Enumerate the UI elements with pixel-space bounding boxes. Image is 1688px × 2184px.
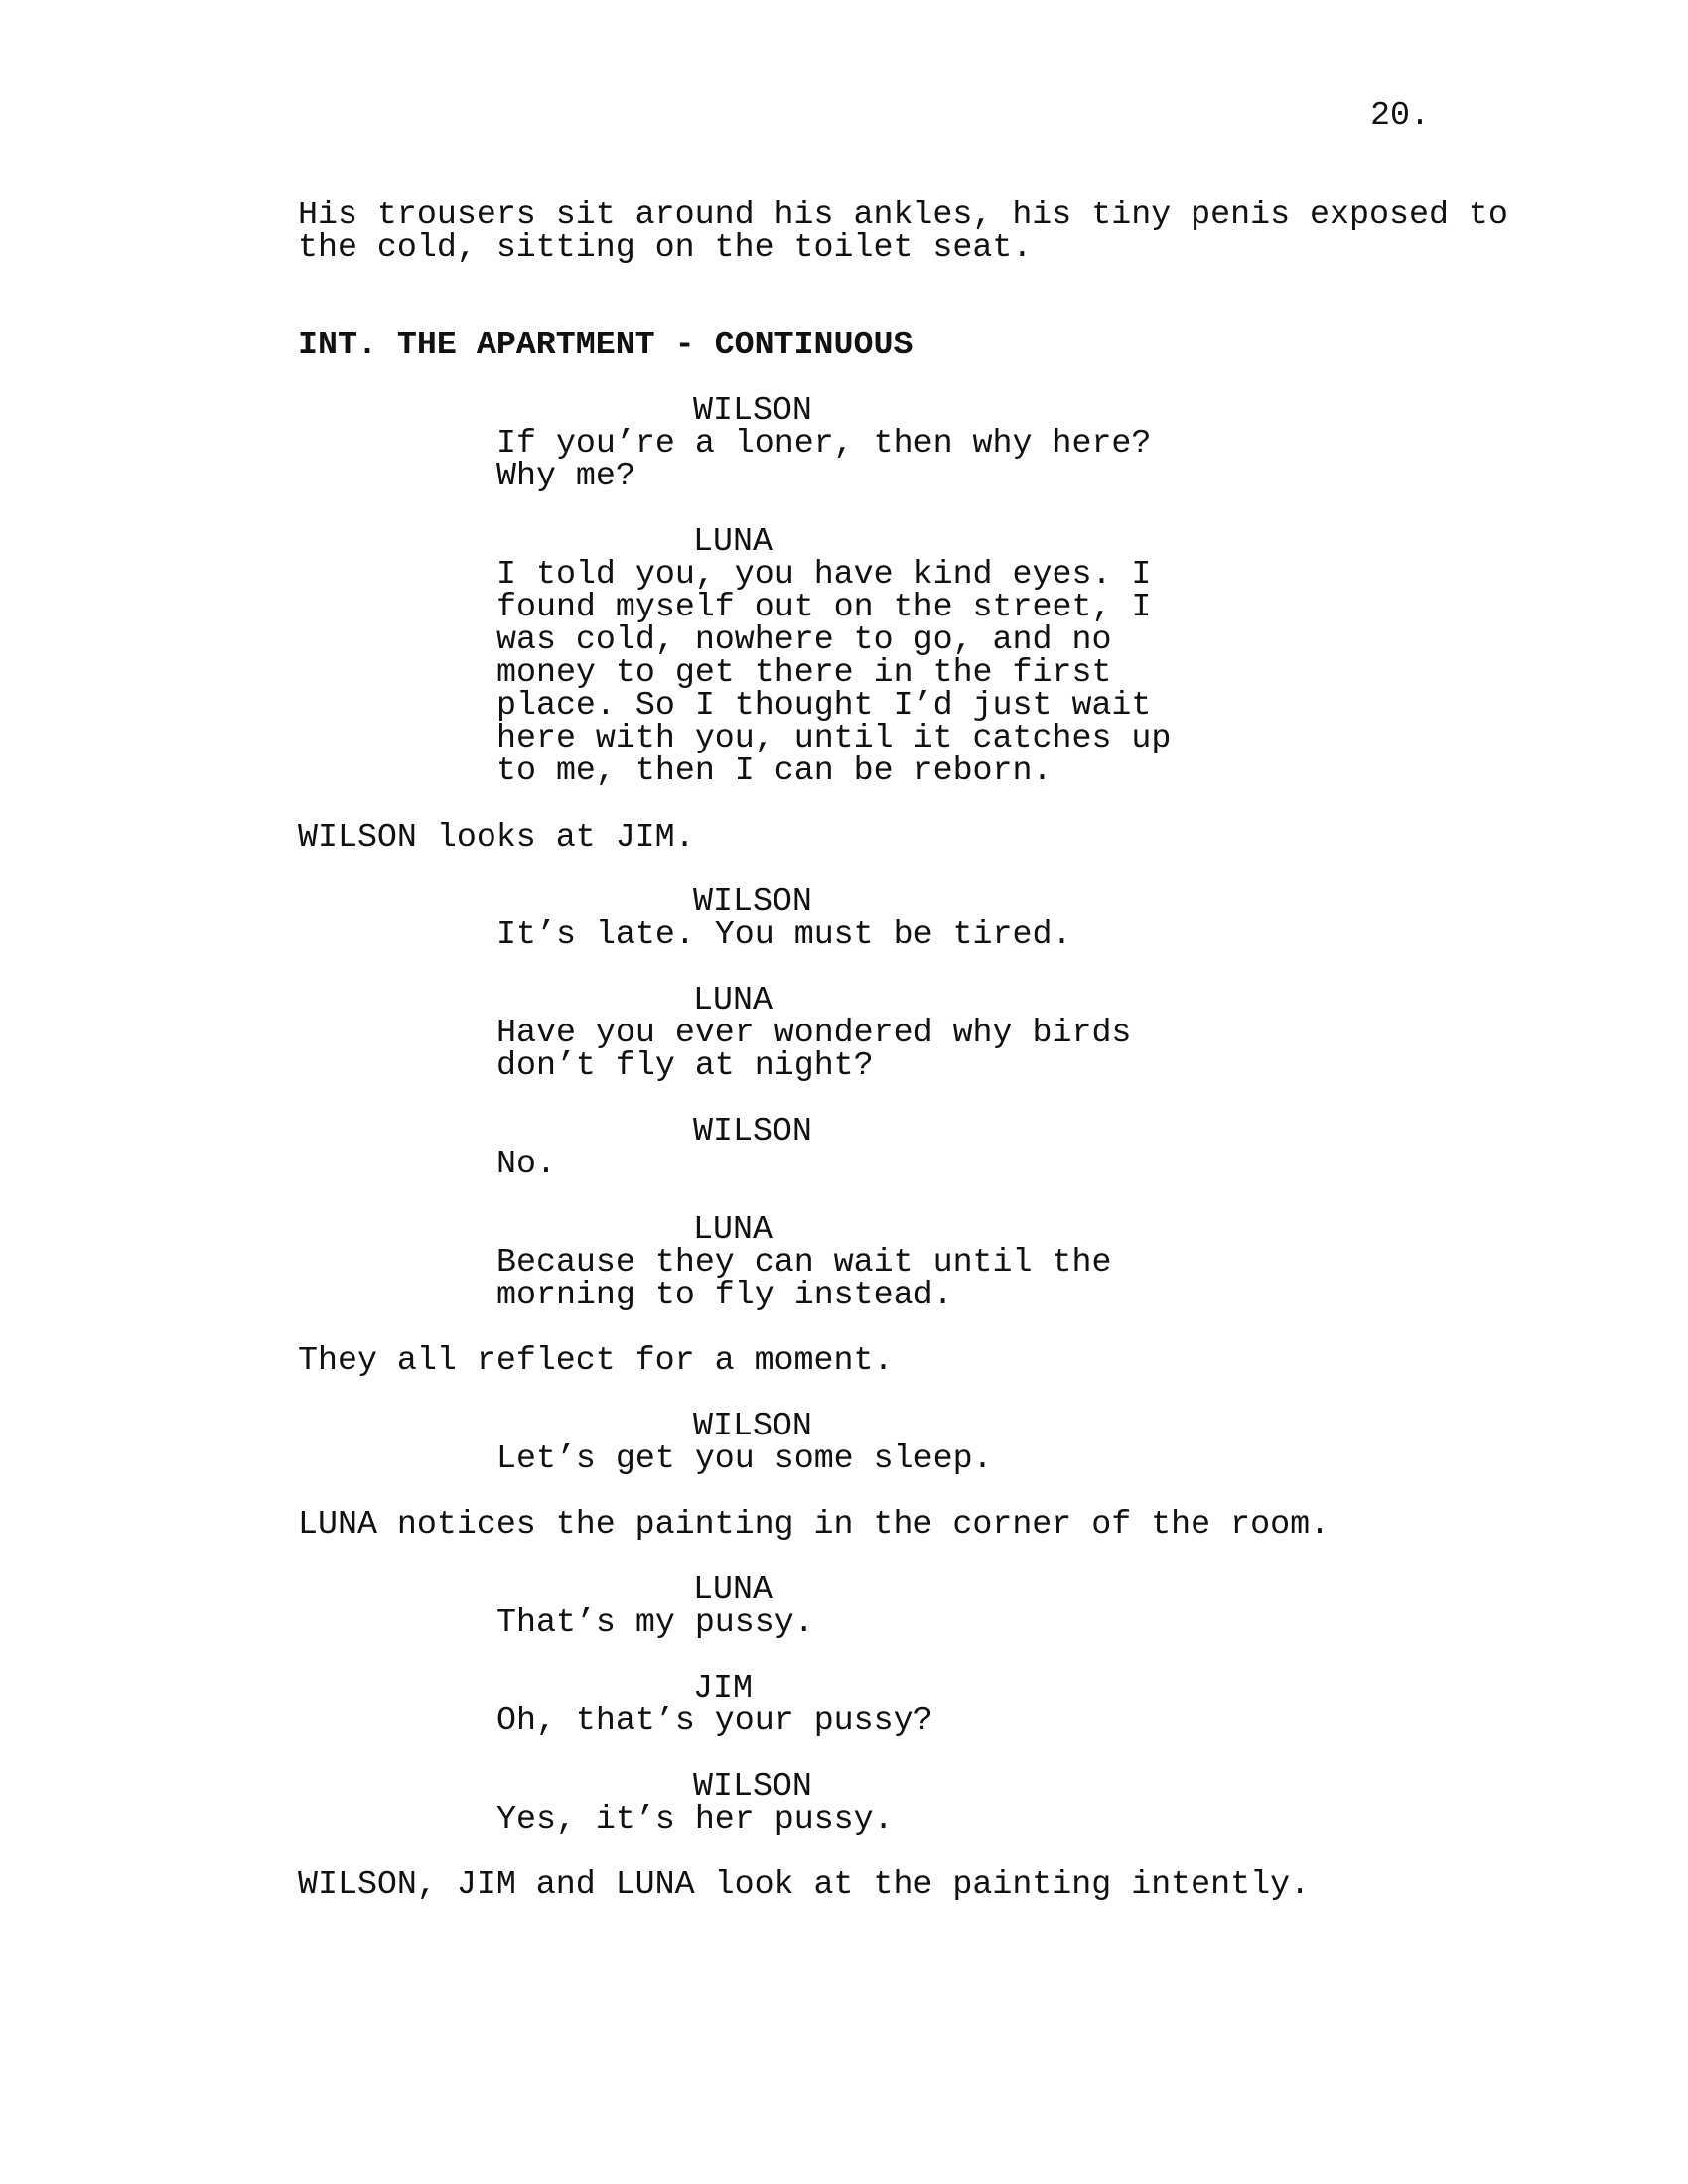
action-line: LUNA notices the painting in the corner of the room. [298, 1505, 1331, 1543]
action-line: WILSON looks at JIM. [298, 818, 695, 856]
dialogue-line: Have you ever wondered why birds [496, 1014, 1132, 1051]
action-line: WILSON, JIM and LUNA look at the painting intently. [298, 1865, 1311, 1903]
page-number: 20. [1370, 96, 1430, 134]
dialogue-line: was cold, nowhere to go, and no [496, 620, 1112, 658]
dialogue-line: No. [496, 1145, 556, 1182]
action-line: His trousers sit around his ankles, his tiny penis exposed to [298, 196, 1508, 233]
character-line: WILSON [693, 391, 812, 429]
character-line: LUNA [693, 1570, 773, 1608]
dialogue-line: I told you, you have kind eyes. I [496, 555, 1152, 593]
slugline-line: INT. THE APARTMENT - CONTINUOUS [298, 326, 914, 363]
dialogue-line: place. So I thought I’d just wait [496, 686, 1152, 724]
character-line: WILSON [693, 1112, 812, 1150]
character-line: WILSON [693, 1767, 812, 1805]
dialogue-line: money to get there in the first [496, 653, 1112, 691]
character-line: LUNA [693, 522, 773, 560]
dialogue-line: If you’re a loner, then why here? [496, 424, 1152, 462]
character-line: LUNA [693, 981, 773, 1019]
dialogue-line: Because they can wait until the [496, 1243, 1112, 1281]
dialogue-line: Oh, that’s your pussy? [496, 1702, 933, 1739]
dialogue-line: don’t fly at night? [496, 1046, 874, 1084]
character-line: WILSON [693, 883, 812, 920]
character-line: WILSON [693, 1407, 812, 1444]
dialogue-line: Let’s get you some sleep. [496, 1439, 993, 1477]
dialogue-line: That’s my pussy. [496, 1603, 814, 1641]
character-line: JIM [693, 1669, 753, 1706]
dialogue-line: here with you, until it catches up [496, 719, 1172, 756]
action-line: the cold, sitting on the toilet seat. [298, 228, 1033, 266]
dialogue-line: found myself out on the street, I [496, 588, 1152, 625]
dialogue-line: Why me? [496, 457, 635, 494]
action-line: They all reflect for a moment. [298, 1341, 894, 1379]
dialogue-line: Yes, it’s her pussy. [496, 1800, 894, 1838]
dialogue-line: morning to fly instead. [496, 1276, 953, 1313]
character-line: LUNA [693, 1210, 773, 1248]
dialogue-line: to me, then I can be reborn. [496, 751, 1053, 789]
dialogue-line: It’s late. You must be tired. [496, 915, 1072, 953]
